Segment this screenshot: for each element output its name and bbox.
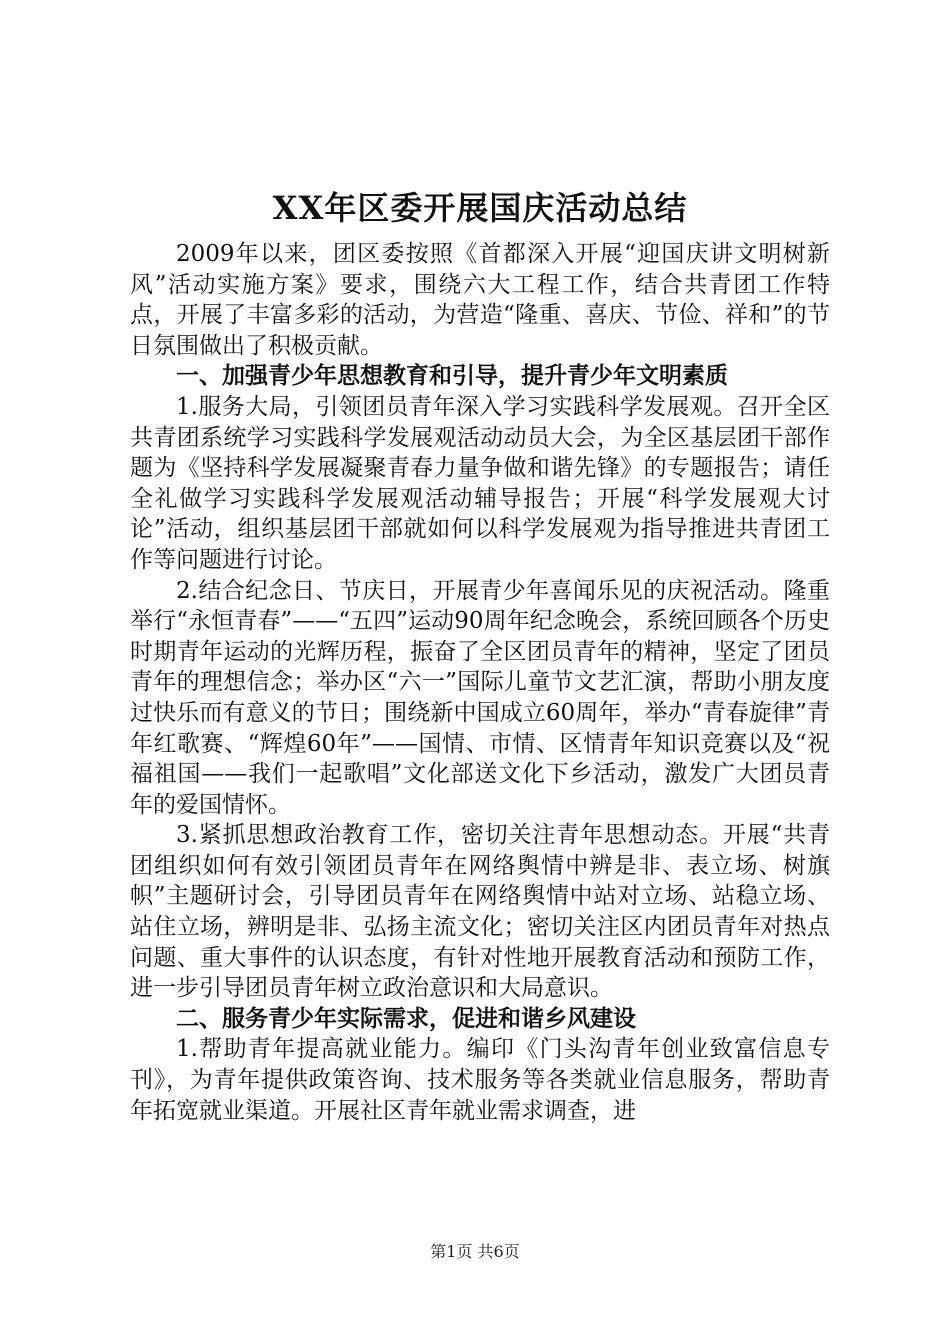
section-1-item-2: 2.结合纪念日、节庆日，开展青少年喜闻乐见的庆祝活动。隆重举行“永恒青春”——“五四”运动90周年纪念晚会，系统回顾各个历史时期青年运动的光辉历程，振奋了全区团员青年的精神，坚定了团员青年的理想信念；举办区“六一”国际儿童节文艺汇演，帮助小朋友度过快乐而有意义的节日；围绕新中国成立60周年，举办“青春旋律”青年红歌赛、“辉煌60年”——国情、市情、区情青年知识竞赛以及“祝福祖国——我们一起歌唱”文化部送文化下乡活动，激发广大团员青年的爱国情怀。 xyxy=(130,577,830,818)
section-1-heading: 一、加强青少年思想教育和引导，提升青少年文明素质 xyxy=(176,362,728,390)
section-1-item-3: 3.紧抓思想政治教育工作，密切关注青年思想动态。开展“共青团组织如何有效引领团员青年在网络舆情中辨是非、表立场、树旗帜”主题研讨会，引导团员青年在网络舆情中站对立场、站稳立场、站住立场，辨明是非、弘扬主流文化；密切关注区内团员青年对热点问题、重大事件的认识态度，有针对性地开展教育活动和预防工作，进一步引导团员青年树立政治意识和大局意识。 xyxy=(130,822,830,1002)
section-1-item-1: 1.服务大局，引领团员青年深入学习实践科学发展观。召开全区共青团系统学习实践科学发展观活动动员大会，为全区基层团干部作题为《坚持科学发展凝聚青春力量争做和谐先锋》的专题报告；请任全礼做学习实践科学发展观活动辅导报告；开展“科学发展观大讨论”活动，组织基层团干部就如何以科学发展观为指导推进共青团工作等问题进行讨论。 xyxy=(130,393,830,573)
page-footer: 第1页 共6页 xyxy=(430,1242,520,1261)
section-2-heading: 二、服务青少年实际需求，促进和谐乡风建设 xyxy=(176,1004,636,1032)
document-title: XX年区委开展国庆活动总结 xyxy=(272,189,688,227)
intro-paragraph: 2009年以来，团区委按照《首都深入开展“迎国庆讲文明树新风”活动实施方案》要求，围绕六大工程工作，结合共青团工作特点，开展了丰富多彩的活动，为营造“隆重、喜庆、节俭、祥和”的节日氛围做出了积极贡献。 xyxy=(130,241,830,359)
section-2-item-1: 1.帮助青年提高就业能力。编印《门头沟青年创业致富信息专刊》，为青年提供政策咨询、技术服务等各类就业信息服务，帮助青年拓宽就业渠道。开展社区青年就业需求调查，进 xyxy=(130,1036,830,1124)
document-page xyxy=(130,180,830,1126)
